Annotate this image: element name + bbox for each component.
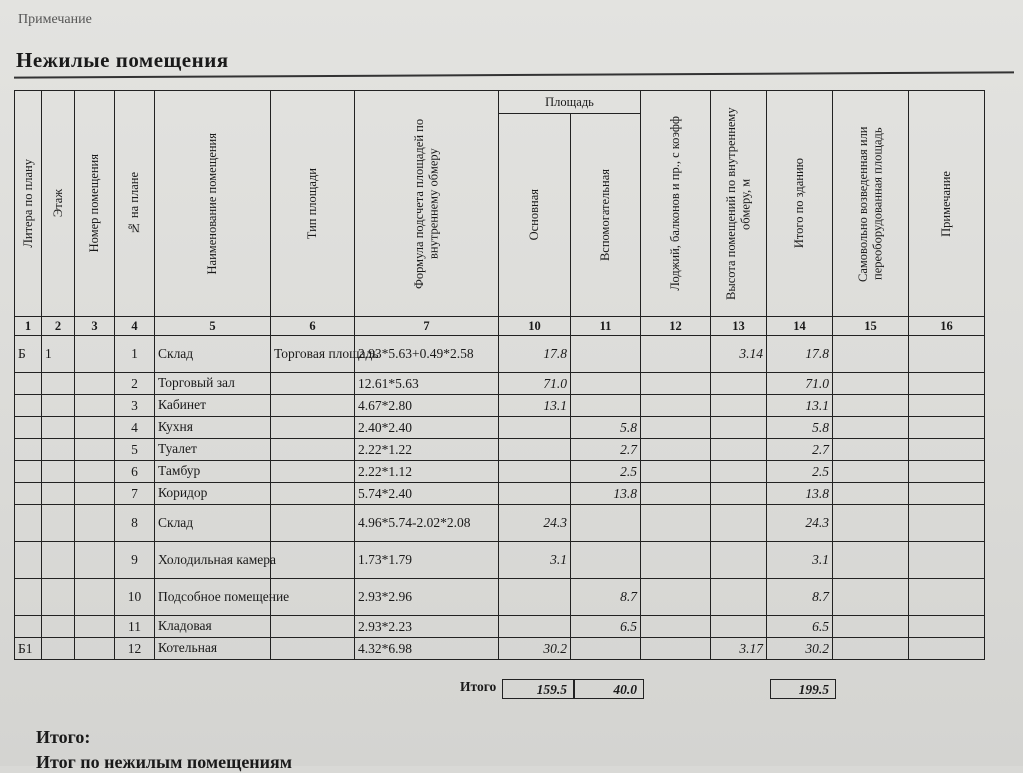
cell-main: 13.1 xyxy=(499,395,571,417)
header-formula: Формула подсчета площадей по внутреннему обмеру xyxy=(355,91,499,317)
cell-room-no xyxy=(75,616,115,638)
cell-formula: 4.96*5.74-2.02*2.08 xyxy=(355,505,499,542)
cell-floor xyxy=(42,638,75,660)
header-unauth: Самовольно возведенная или переоборудованная площадь xyxy=(833,91,909,317)
table-row xyxy=(15,542,985,579)
cell-loggia xyxy=(641,439,711,461)
cell-floor xyxy=(42,542,75,579)
note-top: Примечание xyxy=(18,12,92,27)
cell-floor xyxy=(42,417,75,439)
cell-unauth xyxy=(833,439,909,461)
rooms-table xyxy=(14,90,985,660)
col-number: 12 xyxy=(641,317,711,336)
cell-room-no xyxy=(75,505,115,542)
cell-main xyxy=(499,483,571,505)
cell-area-type xyxy=(271,638,355,660)
cell-liter xyxy=(15,542,42,579)
cell-area-type xyxy=(271,616,355,638)
cell-aux: 6.5 xyxy=(571,616,641,638)
cell-height xyxy=(711,461,767,483)
cell-plan-no: 2 xyxy=(115,373,155,395)
cell-formula: 5.74*2.40 xyxy=(355,483,499,505)
cell-unauth xyxy=(833,483,909,505)
cell-loggia xyxy=(641,483,711,505)
cell-main: 3.1 xyxy=(499,542,571,579)
cell-room-name: Кухня xyxy=(155,417,271,439)
cell-aux xyxy=(571,638,641,660)
cell-liter xyxy=(15,483,42,505)
cell-unauth xyxy=(833,336,909,373)
cell-liter: Б xyxy=(15,336,42,373)
cell-aux: 2.7 xyxy=(571,439,641,461)
cell-area-type xyxy=(271,417,355,439)
cell-unauth xyxy=(833,373,909,395)
cell-unauth xyxy=(833,505,909,542)
cell-total: 3.1 xyxy=(767,542,833,579)
cell-height xyxy=(711,417,767,439)
cell-aux: 5.8 xyxy=(571,417,641,439)
cell-area-type xyxy=(271,461,355,483)
cell-note xyxy=(909,439,985,461)
summary-subheading: Итог по нежилым помещениям xyxy=(36,752,293,772)
cell-room-no xyxy=(75,542,115,579)
cell-formula: 1.73*1.79 xyxy=(355,542,499,579)
cell-main xyxy=(499,579,571,616)
cell-main: 24.3 xyxy=(499,505,571,542)
totals-label: Итого xyxy=(460,679,497,694)
cell-room-name: Склад xyxy=(155,505,271,542)
cell-aux xyxy=(571,373,641,395)
col-number: 4 xyxy=(115,317,155,336)
cell-room-name: Туалет xyxy=(155,439,271,461)
cell-floor xyxy=(42,505,75,542)
cell-total: 17.8 xyxy=(767,336,833,373)
cell-loggia xyxy=(641,461,711,483)
col-number: 1 xyxy=(15,317,42,336)
cell-note xyxy=(909,616,985,638)
cell-floor xyxy=(42,616,75,638)
cell-formula: 4.67*2.80 xyxy=(355,395,499,417)
table-row xyxy=(15,417,985,439)
cell-room-no xyxy=(75,417,115,439)
cell-loggia xyxy=(641,542,711,579)
cell-note xyxy=(909,395,985,417)
cell-height: 3.17 xyxy=(711,638,767,660)
cell-main: 71.0 xyxy=(499,373,571,395)
header-floor: Этаж xyxy=(42,91,75,317)
cell-main: 30.2 xyxy=(499,638,571,660)
header-room-no: Номер помещения xyxy=(75,91,115,317)
table-row xyxy=(15,336,985,373)
cell-area-type xyxy=(271,542,355,579)
cell-note xyxy=(909,483,985,505)
cell-room-name: Коридор xyxy=(155,483,271,505)
cell-total: 30.2 xyxy=(767,638,833,660)
cell-plan-no: 6 xyxy=(115,461,155,483)
cell-floor xyxy=(42,483,75,505)
cell-height: 3.14 xyxy=(711,336,767,373)
cell-height xyxy=(711,483,767,505)
totals-main: 159.5 xyxy=(502,679,574,699)
cell-aux xyxy=(571,505,641,542)
cell-room-name: Холодильная камера xyxy=(155,542,271,579)
cell-formula: 4.32*6.98 xyxy=(355,638,499,660)
cell-note xyxy=(909,638,985,660)
cell-room-no xyxy=(75,336,115,373)
cell-liter xyxy=(15,417,42,439)
cell-room-name: Подсобное помещение xyxy=(155,579,271,616)
cell-floor xyxy=(42,579,75,616)
cell-note xyxy=(909,579,985,616)
rooms-body xyxy=(15,336,985,660)
cell-main xyxy=(499,439,571,461)
column-numbers-row xyxy=(15,317,985,336)
header-loggia: Лоджий, балконов и пр., с коэфф xyxy=(641,91,711,317)
cell-room-name: Тамбур xyxy=(155,461,271,483)
cell-liter xyxy=(15,395,42,417)
cell-aux xyxy=(571,542,641,579)
cell-room-name: Кладовая xyxy=(155,616,271,638)
cell-loggia xyxy=(641,505,711,542)
cell-area-type xyxy=(271,395,355,417)
cell-plan-no: 8 xyxy=(115,505,155,542)
cell-main xyxy=(499,461,571,483)
cell-floor xyxy=(42,439,75,461)
col-number: 10 xyxy=(499,317,571,336)
cell-room-name: Склад xyxy=(155,336,271,373)
col-number: 7 xyxy=(355,317,499,336)
cell-floor xyxy=(42,461,75,483)
cell-loggia xyxy=(641,616,711,638)
cell-plan-no: 4 xyxy=(115,417,155,439)
cell-note xyxy=(909,505,985,542)
cell-room-no xyxy=(75,638,115,660)
cell-unauth xyxy=(833,461,909,483)
cell-unauth xyxy=(833,542,909,579)
cell-height xyxy=(711,579,767,616)
cell-liter: Б1 xyxy=(15,638,42,660)
cell-formula: 2.22*1.22 xyxy=(355,439,499,461)
cell-total: 13.8 xyxy=(767,483,833,505)
cell-loggia xyxy=(641,579,711,616)
cell-formula: 12.61*5.63 xyxy=(355,373,499,395)
cell-formula: 2.93*2.96 xyxy=(355,579,499,616)
cell-aux: 13.8 xyxy=(571,483,641,505)
cell-room-no xyxy=(75,483,115,505)
totals-total: 199.5 xyxy=(770,679,836,699)
header-note: Примечание xyxy=(909,91,985,317)
cell-total: 13.1 xyxy=(767,395,833,417)
cell-loggia xyxy=(641,395,711,417)
cell-plan-no: 12 xyxy=(115,638,155,660)
table-row xyxy=(15,439,985,461)
cell-height xyxy=(711,542,767,579)
cell-aux xyxy=(571,395,641,417)
cell-liter xyxy=(15,461,42,483)
cell-area-type xyxy=(271,505,355,542)
cell-formula: 2.93*5.63+0.49*2.58 xyxy=(355,336,499,373)
cell-area-type xyxy=(271,439,355,461)
cell-height xyxy=(711,439,767,461)
section-title: Нежилые помещения xyxy=(16,48,229,72)
table-row xyxy=(15,395,985,417)
header-total-bldg: Итого по зданию xyxy=(767,91,833,317)
cell-plan-no: 11 xyxy=(115,616,155,638)
table-row xyxy=(15,616,985,638)
col-number: 6 xyxy=(271,317,355,336)
cell-room-name: Кабинет xyxy=(155,395,271,417)
cell-main: 17.8 xyxy=(499,336,571,373)
header-plan-no: № на плане xyxy=(115,91,155,317)
cell-note xyxy=(909,417,985,439)
cell-room-no xyxy=(75,395,115,417)
header-height: Высота помещений по внутреннему обмеру, м xyxy=(711,91,767,317)
cell-total: 5.8 xyxy=(767,417,833,439)
cell-unauth xyxy=(833,417,909,439)
totals-aux: 40.0 xyxy=(574,679,644,699)
cell-floor: 1 xyxy=(42,336,75,373)
cell-area-type xyxy=(271,483,355,505)
cell-room-no xyxy=(75,373,115,395)
header-liter: Литера по плану xyxy=(15,91,42,317)
cell-height xyxy=(711,395,767,417)
cell-formula: 2.93*2.23 xyxy=(355,616,499,638)
cell-main xyxy=(499,616,571,638)
cell-total: 2.7 xyxy=(767,439,833,461)
cell-total: 6.5 xyxy=(767,616,833,638)
table-row xyxy=(15,483,985,505)
table-row xyxy=(15,461,985,483)
cell-liter xyxy=(15,373,42,395)
cell-aux: 8.7 xyxy=(571,579,641,616)
cell-loggia xyxy=(641,373,711,395)
cell-area-type: Торговая площадь xyxy=(271,336,355,373)
cell-unauth xyxy=(833,579,909,616)
header-room-name: Наименование помещения xyxy=(155,91,271,317)
cell-unauth xyxy=(833,395,909,417)
cell-unauth xyxy=(833,616,909,638)
header-aux: Вспомогательная xyxy=(571,114,641,317)
cell-note xyxy=(909,461,985,483)
col-number: 5 xyxy=(155,317,271,336)
table-row xyxy=(15,638,985,660)
cell-height xyxy=(711,373,767,395)
cell-formula: 2.40*2.40 xyxy=(355,417,499,439)
cell-room-name: Котельная xyxy=(155,638,271,660)
cell-formula: 2.22*1.12 xyxy=(355,461,499,483)
cell-room-no xyxy=(75,579,115,616)
cell-plan-no: 10 xyxy=(115,579,155,616)
cell-room-no xyxy=(75,461,115,483)
cell-plan-no: 1 xyxy=(115,336,155,373)
header-main: Основная xyxy=(499,114,571,317)
cell-aux xyxy=(571,336,641,373)
cell-liter xyxy=(15,505,42,542)
col-number: 11 xyxy=(571,317,641,336)
cell-loggia xyxy=(641,638,711,660)
cell-liter xyxy=(15,616,42,638)
cell-note xyxy=(909,373,985,395)
cell-room-name: Торговый зал xyxy=(155,373,271,395)
cell-total: 71.0 xyxy=(767,373,833,395)
cell-note xyxy=(909,542,985,579)
header-area-group: Площадь xyxy=(499,91,641,114)
cell-room-no xyxy=(75,439,115,461)
cell-plan-no: 9 xyxy=(115,542,155,579)
table-row xyxy=(15,579,985,616)
cell-plan-no: 7 xyxy=(115,483,155,505)
cell-height xyxy=(711,505,767,542)
table-row xyxy=(15,373,985,395)
cell-floor xyxy=(42,395,75,417)
cell-area-type xyxy=(271,373,355,395)
col-number: 13 xyxy=(711,317,767,336)
header-area-type: Тип площади xyxy=(271,91,355,317)
cell-note xyxy=(909,336,985,373)
cell-loggia xyxy=(641,417,711,439)
col-number: 14 xyxy=(767,317,833,336)
summary-heading: Итого: xyxy=(36,727,91,747)
col-number: 3 xyxy=(75,317,115,336)
cell-plan-no: 3 xyxy=(115,395,155,417)
col-number: 15 xyxy=(833,317,909,336)
cell-floor xyxy=(42,373,75,395)
cell-liter xyxy=(15,579,42,616)
table-row xyxy=(15,505,985,542)
cell-main xyxy=(499,417,571,439)
col-number: 2 xyxy=(42,317,75,336)
cell-total: 2.5 xyxy=(767,461,833,483)
cell-liter xyxy=(15,439,42,461)
cell-total: 8.7 xyxy=(767,579,833,616)
cell-unauth xyxy=(833,638,909,660)
cell-loggia xyxy=(641,336,711,373)
cell-total: 24.3 xyxy=(767,505,833,542)
col-number: 16 xyxy=(909,317,985,336)
cell-height xyxy=(711,616,767,638)
cell-plan-no: 5 xyxy=(115,439,155,461)
cell-aux: 2.5 xyxy=(571,461,641,483)
